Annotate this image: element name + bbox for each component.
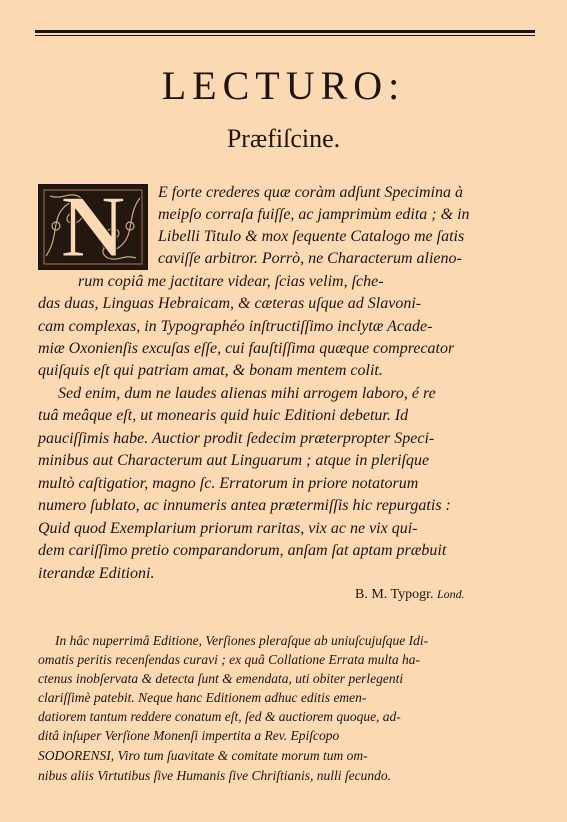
text-line: rum copiâ me jactitare videar, ſcias velim, ſche- xyxy=(78,273,384,290)
note-line: omatis peritis recenſendas curavi ; ex quâ Collatione Errata multa ha- xyxy=(38,652,420,667)
note-line: datiorem tantum reddere conatum eſt, ſed & auctiorem quoque, ad- xyxy=(38,709,401,724)
page-title: LECTURO: xyxy=(161,63,406,108)
note-line: clariſſimè patebit. Neque hanc Editionem adhuc editis emen- xyxy=(38,690,367,705)
text-line: caviſſe arbitror. Porrò, ne Characterum alieno- xyxy=(158,250,462,267)
signature-name: B. M. Typogr. xyxy=(355,587,434,602)
text-line: multò caſtigatior, magno ſc. Erratorum in priore notatorum xyxy=(38,475,419,492)
text-line: dem cariſſimo pretio comparandorum, anſam ſat aptam præbuit xyxy=(38,542,447,559)
page-subtitle: Præfiſcine. xyxy=(226,124,341,153)
initial-letter: N xyxy=(61,184,125,270)
note-line: ditâ inſuper Verſione Monenſi impertita a Rev. Epiſcopo xyxy=(38,728,340,743)
text-line: miæ Oxonienſis excuſas eſſe, cui fauſtiſſima quæque comprecator xyxy=(38,340,455,357)
note-line: In hâc nuperrimâ Editione, Verſiones pleraſque ab uniuſcujuſque Idi- xyxy=(55,633,429,648)
text-line: quiſquis eſt qui patriam amat, & bonam mentem colit. xyxy=(38,362,383,379)
text-line: Quid quod Exemplarium priorum raritas, vix ac ne vix qui- xyxy=(38,520,418,537)
note-line: nibus aliis Virtutibus ſive Humanis ſive Chriſtianis, nulli ſecundo. xyxy=(38,768,391,783)
text-line: Sed enim, dum ne laudes alienas mihi arrogem laboro, é re xyxy=(58,385,436,402)
text-line: cam complexas, in Typographéo inſtructiſſimo inclytæ Acade- xyxy=(38,318,433,335)
text-line: tuâ meâque eſt, ut monearis quid huic Editioni debetur. Id xyxy=(38,407,409,424)
text-line: Libelli Titulo & mox ſequente Catalogo me ſatis xyxy=(158,228,465,245)
text-line: E forte crederes quæ coràm adſunt Specimina à xyxy=(158,184,463,201)
note-line: SODORENSI, Viro tum ſuavitate & comitate morum tum om- xyxy=(38,748,368,763)
top-rule-thin xyxy=(35,35,535,36)
signature-city: Lond. xyxy=(437,587,465,601)
text-line: minibus aut Characterum aut Linguarum ; atque in pleriſque xyxy=(38,452,430,469)
text-line: iterandæ Editioni. xyxy=(38,565,155,582)
printer-signature xyxy=(355,585,465,604)
decorated-initial xyxy=(38,184,148,270)
text-line: numero ſublato, ac innumeris antea prætermiſſis hic repurgatis : xyxy=(38,497,451,514)
text-line: das duas, Linguas Hebraicam, & cæteras uſque ad Slavoni- xyxy=(38,295,422,312)
text-line: pauciſſimis habe. Auctior prodit ſedecim præterpropter Speci- xyxy=(38,430,435,447)
text-line: meipſo corraſa fuiſſe, ac jamprimùm edita ; & in xyxy=(158,206,470,223)
top-rule-thick xyxy=(35,30,535,33)
note-line: ctenus inobſervata & detecta ſunt & emendata, uti obiter perlegenti xyxy=(38,671,404,686)
